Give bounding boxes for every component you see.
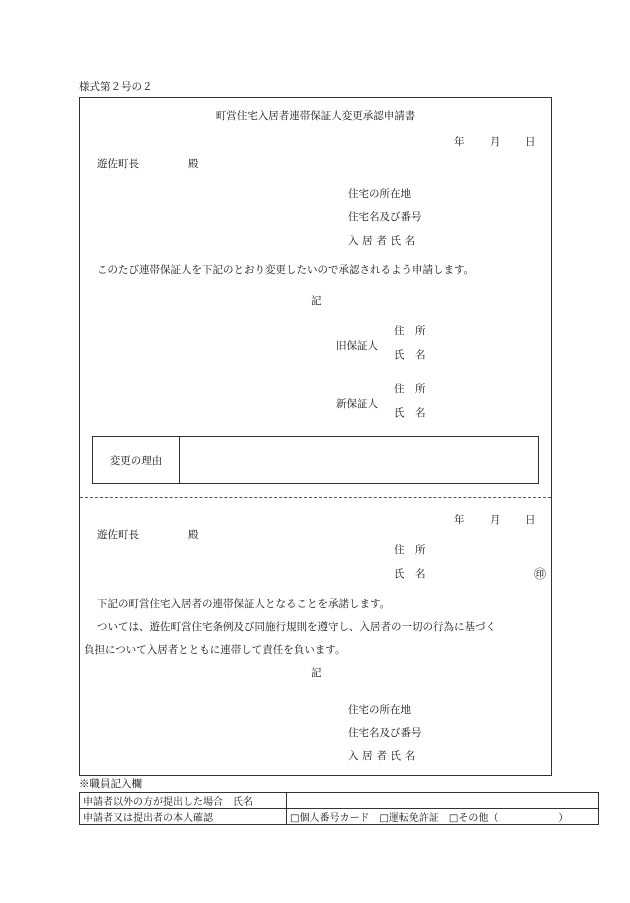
new-guarantor-name: 氏 名 xyxy=(394,407,426,419)
identity-options[interactable]: □個人番号カード □運転免許証 □その他（ ） xyxy=(287,809,599,825)
field-housing-location: 住宅の所在地 xyxy=(348,188,411,200)
addressee: 遊佐町長 xyxy=(97,158,139,170)
request-text: このたび連帯保証人を下記のとおり変更したいので承認されるよう申請します。 xyxy=(97,264,475,276)
consent-housing-location: 住宅の所在地 xyxy=(348,704,411,716)
consent-name: 氏 名 xyxy=(394,568,426,580)
submitter-label: 申請者以外の方が提出した場合 氏名 xyxy=(80,793,287,809)
consent-addressee-honorific: 殿 xyxy=(188,529,199,541)
consent-housing-name-number: 住宅名及び番号 xyxy=(348,727,422,739)
field-tenant-name: 入居者氏名 xyxy=(348,235,419,247)
form-number: 様式第２号の２ xyxy=(79,81,153,93)
new-guarantor-label: 新保証人 xyxy=(336,398,378,410)
addressee-honorific: 殿 xyxy=(188,158,199,170)
reason-box xyxy=(92,436,539,484)
staff-table xyxy=(79,792,599,825)
staff-heading: ※職員記入欄 xyxy=(79,778,142,790)
consent-text-1: 下記の町営住宅入居者の連帯保証人となることを承諾します。 xyxy=(97,598,391,610)
old-guarantor-label: 旧保証人 xyxy=(336,340,378,352)
reason-divider xyxy=(179,437,180,483)
staff-row-identity xyxy=(80,809,599,825)
ki-label: 記 xyxy=(311,295,322,307)
consent-text-3: 負担について入居者とともに連帯して責任を負います。 xyxy=(84,644,346,656)
consent-text-2: ついては、遊佐町営住宅条例及び同施行規則を遵守し、入居者の一切の行為に基づく xyxy=(97,621,496,633)
identity-label: 申請者又は提出者の本人確認 xyxy=(80,809,287,825)
staff-row-submitter xyxy=(80,793,599,809)
submitter-name-field[interactable] xyxy=(287,793,599,809)
consent-tenant-name: 入居者氏名 xyxy=(348,750,419,762)
reason-label: 変更の理由 xyxy=(109,455,163,467)
consent-date-year: 年 xyxy=(454,514,465,526)
consent-address: 住 所 xyxy=(394,544,426,556)
consent-date-day: 日 xyxy=(525,514,536,526)
field-housing-name-number: 住宅名及び番号 xyxy=(348,211,422,223)
form-title: 町営住宅入居者連帯保証人変更承認申請書 xyxy=(215,110,416,122)
new-guarantor-address: 住 所 xyxy=(394,383,426,395)
consent-ki-label: 記 xyxy=(311,667,322,679)
old-guarantor-address: 住 所 xyxy=(394,325,426,337)
old-guarantor-name: 氏 名 xyxy=(394,349,426,361)
date-month: 月 xyxy=(490,136,501,148)
seal-mark: ㊞ xyxy=(534,567,547,581)
consent-date-month: 月 xyxy=(490,514,501,526)
date-day: 日 xyxy=(525,136,536,148)
cut-line xyxy=(80,497,551,498)
date-year: 年 xyxy=(454,136,465,148)
consent-addressee: 遊佐町長 xyxy=(97,529,139,541)
